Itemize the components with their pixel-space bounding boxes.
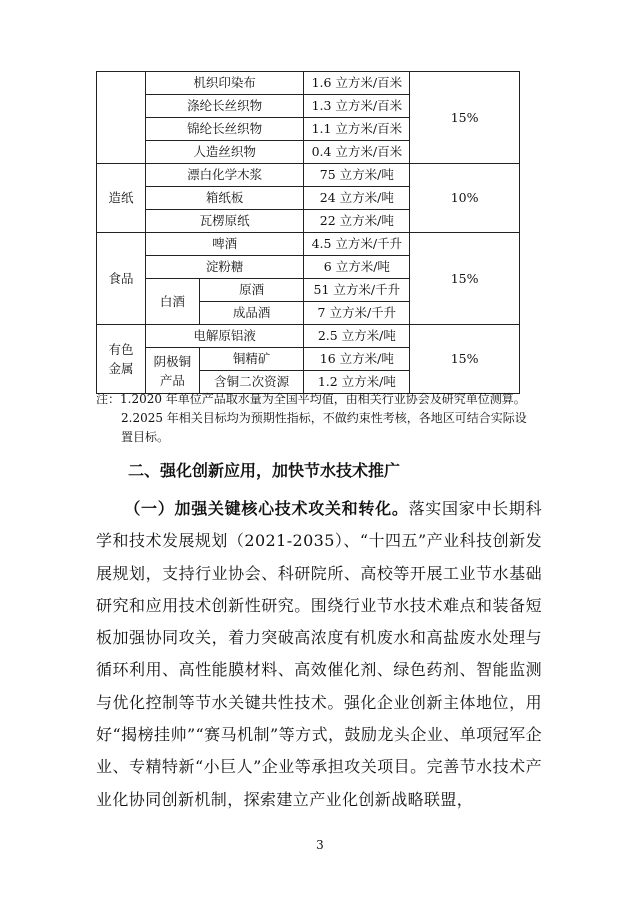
value-cell: 0.4 立方米/百米 — [304, 141, 410, 164]
value-cell: 7 立方米/千升 — [304, 302, 410, 325]
category-line: 有色 — [108, 342, 134, 357]
section-paragraph — [96, 493, 542, 816]
note-2-line-2: 置目标。 — [121, 430, 170, 444]
category-cell-paper: 造纸 — [97, 164, 146, 233]
paragraph-text: 落实国家中长期科学和技术发展规划（2021-2035）、“十四五”产业科技创新发展规划，支持行业协会、科研院所、高校等开展工业节水基础研究和应用技术创新性研究。围绕行业节水技术难点和装备短板加强协同攻关，着力突破高浓度有机废水和高盐废水处理与循环利用、高性能膜材料、高效催化剂、绿色药剂、智能监测与优化控制等节水关键共性技术。强化企业创新主体地位，用好“揭榜挂帅”“赛马机制”等方式，鼓励龙头企业、单项冠军企业、专精特新“小巨人”企业等承担攻关项目。完善节水技术产业化协同创新机制，探索建立产业化创新战略联盟， — [96, 499, 542, 809]
product-cell: 含铜二次资源 — [199, 371, 304, 394]
value-cell: 1.3 立方米/百米 — [304, 95, 410, 118]
section-heading: 二、强化创新应用，加快节水技术推广 — [128, 461, 401, 480]
subcategory-line: 产品 — [159, 372, 185, 388]
category-cell-textile — [97, 72, 146, 164]
category-cell-food: 食品 — [97, 233, 146, 325]
product-cell: 涤纶长丝织物 — [145, 95, 304, 118]
value-cell: 1.2 立方米/吨 — [304, 371, 410, 394]
target-rate-cell: 15% — [410, 325, 520, 394]
note-1: 注：1.2020 年单位产品取水量为全国平均值，由相关行业协会及研究单位测算。 — [96, 392, 526, 406]
product-cell: 啤酒 — [145, 233, 304, 256]
product-cell: 锦纶长丝织物 — [145, 118, 304, 141]
category-line: 金属 — [108, 361, 134, 376]
value-cell: 1.1 立方米/百米 — [304, 118, 410, 141]
value-cell: 4.5 立方米/千升 — [304, 233, 410, 256]
table-notes — [96, 390, 536, 447]
table-row — [97, 325, 520, 348]
product-cell: 淀粉糖 — [145, 256, 304, 279]
value-cell: 24 立方米/吨 — [304, 187, 410, 210]
product-cell: 箱纸板 — [145, 187, 304, 210]
table-row — [97, 233, 520, 256]
subcategory-cell-liquor: 白酒 — [145, 279, 199, 325]
value-cell: 75 立方米/吨 — [304, 164, 410, 187]
subcategory-cell-copper — [145, 348, 199, 394]
product-cell: 瓦楞原纸 — [145, 210, 304, 233]
value-cell: 1.6 立方米/百米 — [304, 72, 410, 95]
table-row — [97, 164, 520, 187]
value-cell: 16 立方米/吨 — [304, 348, 410, 371]
product-cell: 原酒 — [199, 279, 304, 302]
category-cell-metal — [97, 325, 146, 394]
note-2-line-1: 2.2025 年相关目标均为预期性指标，不做约束性考核，各地区可结合实际设 — [121, 411, 527, 425]
product-cell: 漂白化学木浆 — [145, 164, 304, 187]
value-cell: 2.5 立方米/吨 — [304, 325, 410, 348]
value-cell: 51 立方米/千升 — [304, 279, 410, 302]
subcategory-line: 阴极铜 — [153, 353, 192, 369]
target-rate-cell: 15% — [410, 233, 520, 325]
value-cell: 6 立方米/吨 — [304, 256, 410, 279]
value-cell: 22 立方米/吨 — [304, 210, 410, 233]
product-cell: 机织印染布 — [145, 72, 304, 95]
target-rate-cell: 15% — [410, 72, 520, 164]
product-cell: 铜精矿 — [199, 348, 304, 371]
target-rate-cell: 10% — [410, 164, 520, 233]
sub-section-title: （一）加强关键核心技术攻关和转化。 — [124, 499, 409, 518]
table-row — [97, 72, 520, 95]
water-intake-table — [96, 71, 520, 394]
product-cell: 电解原铝液 — [145, 325, 304, 348]
page-number: 3 — [316, 838, 324, 852]
product-cell: 人造丝织物 — [145, 141, 304, 164]
product-cell: 成品酒 — [199, 302, 304, 325]
